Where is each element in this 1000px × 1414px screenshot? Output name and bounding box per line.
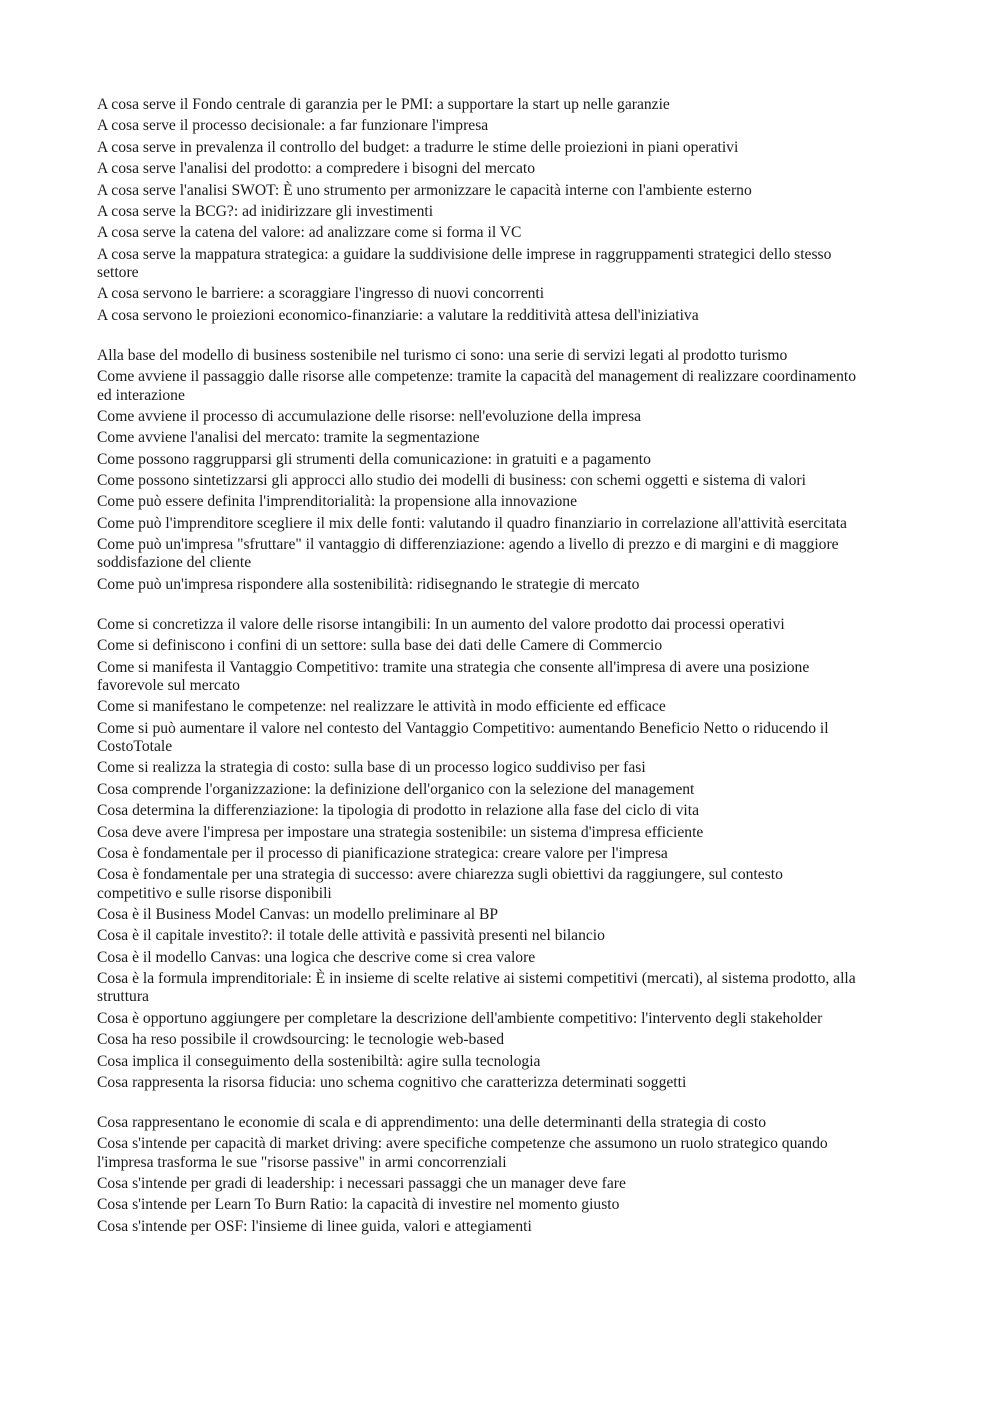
qa-entry: Come si definiscono i confini di un settore: sulla base dei dati delle Camere di Commercio	[97, 637, 663, 655]
qa-entry: Cosa s'intende per capacità di market driving: avere specifiche competenze che assumono un ruolo strategico quando l'impresa trasforma le sue "risorse passive" in armi concorrenziali	[97, 1135, 828, 1171]
qa-entry: Come può essere definita l'imprenditorialità: la propensione alla innovazione	[97, 493, 578, 511]
qa-entry: Come si concretizza il valore delle risorse intangibili: In un aumento del valore prodotto dai processi operativi	[97, 616, 785, 634]
qa-entry: Come può l'imprenditore scegliere il mix delle fonti: valutando il quadro finanziario in correlazione all'attività esercitata	[97, 514, 847, 532]
qa-entry: Cosa è la formula imprenditoriale: È in insieme di scelte relative ai sistemi competitivi (mercati), al sistema prodotto, alla struttura	[97, 970, 856, 1006]
entry-group-4	[97, 1114, 857, 1236]
qa-entry: A cosa serve il processo decisionale: a far funzionare l'impresa	[97, 117, 489, 135]
qa-entry: Cosa è fondamentale per il processo di pianificazione strategica: creare valore per l'impresa	[97, 844, 668, 862]
qa-entry: Cosa è opportuno aggiungere per completare la descrizione dell'ambiente competitivo: l'intervento degli stakeholder	[97, 1009, 823, 1027]
qa-entry: Cosa rappresenta la risorsa fiducia: uno schema cognitivo che caratterizza determinati soggetti	[97, 1073, 687, 1091]
qa-entry: Cosa s'intende per OSF: l'insieme di linee guida, valori e attegiamenti	[97, 1217, 532, 1235]
qa-entry: A cosa servono le proiezioni economico-finanziarie: a valutare la redditività attesa dell'iniziativa	[97, 306, 699, 324]
qa-entry: Come si manifestano le competenze: nel realizzare le attività in modo efficiente ed efficace	[97, 698, 666, 716]
qa-entry: Come può un'impresa "sfruttare" il vantaggio di differenziazione: agendo a livello di prezzo e di margini e di maggiore soddisfazione del cliente	[97, 536, 839, 572]
qa-entry: A cosa serve la mappatura strategica: a guidare la suddivisione delle imprese in raggruppamenti strategici dello stesso settore	[97, 245, 832, 281]
qa-entry: Come si manifesta il Vantaggio Competitivo: tramite una strategia che consente all'impresa di avere una posizione favorevole sul mercato	[97, 658, 810, 695]
qa-entry: Alla base del modello di business sostenibile nel turismo ci sono: una serie di servizi legati al prodotto turismo	[97, 346, 788, 364]
qa-entry: Cosa ha reso possibile il crowdsourcing: le tecnologie web-based	[97, 1031, 505, 1049]
entry-group-3	[97, 616, 857, 1092]
qa-entry: Cosa comprende l'organizzazione: la definizione dell'organico con la selezione del management	[97, 780, 695, 798]
qa-entry: A cosa servono le barriere: a scoraggiare l'ingresso di nuovi concorrenti	[97, 285, 545, 303]
entry-group-2	[97, 347, 857, 594]
qa-entry: Come si realizza la strategia di costo: sulla base di un processo logico suddiviso per fasi	[97, 759, 646, 777]
qa-entry: Cosa è fondamentale per una strategia di successo: avere chiarezza sugli obiettivi da raggiungere, sul contesto competitivo e sulle risorse disponibili	[97, 866, 783, 902]
qa-entry: Come avviene il processo di accumulazione delle risorse: nell'evoluzione della impresa	[97, 407, 642, 425]
qa-entry: Cosa rappresentano le economie di scala e di apprendimento: una delle determinanti della strategia di costo	[97, 1114, 766, 1132]
qa-entry: Cosa implica il conseguimento della sostenibiltà: agire sulla tecnologia	[97, 1052, 541, 1070]
qa-entry: A cosa serve il Fondo centrale di garanzia per le PMI: a supportare la start up nelle garanzie	[97, 96, 670, 113]
qa-entry: A cosa serve la catena del valore: ad analizzare come si forma il VC	[97, 224, 522, 242]
qa-entry: Cosa s'intende per gradi di leadership: i necessari passaggi che un manager deve fare	[97, 1175, 626, 1193]
qa-entry: Cosa s'intende per Learn To Burn Ratio: la capacità di investire nel momento giusto	[97, 1196, 620, 1214]
qa-entry: Come avviene il passaggio dalle risorse alle competenze: tramite la capacità del management di realizzare coordinamento ed interazione	[97, 368, 856, 404]
qa-entry: Come possono sintetizzarsi gli approcci allo studio dei modelli di business: con schemi oggetti e sistema di valori	[97, 472, 806, 490]
document-page	[97, 96, 857, 1258]
qa-entry: Cosa è il Business Model Canvas: un modello preliminare al BP	[97, 905, 499, 923]
qa-entry: Come può un'impresa rispondere alla sostenibilità: ridisegnando le strategie di mercato	[97, 575, 640, 593]
qa-entry: Come avviene l'analisi del mercato: tramite la segmentazione	[97, 429, 480, 447]
qa-entry: Cosa è il modello Canvas: una logica che descrive come si crea valore	[97, 948, 536, 966]
entry-group-1	[97, 96, 857, 325]
qa-entry: A cosa serve in prevalenza il controllo del budget: a tradurre le stime delle proiezioni in piani operativi	[97, 138, 739, 156]
qa-entry: Come si può aumentare il valore nel contesto del Vantaggio Competitivo: aumentando Beneficio Netto o riducendo il CostoTotale	[97, 719, 829, 756]
qa-entry: A cosa serve l'analisi SWOT: È uno strumento per armonizzare le capacità interne con l'ambiente esterno	[97, 181, 752, 199]
qa-entry: Cosa è il capitale investito?: il totale delle attività e passività presenti nel bilancio	[97, 927, 605, 945]
qa-entry: Come possono raggrupparsi gli strumenti della comunicazione: in gratuiti e a pagamento	[97, 450, 651, 468]
qa-entry: A cosa serve la BCG?: ad inidirizzare gli investimenti	[97, 202, 434, 220]
qa-entry: A cosa serve l'analisi del prodotto: a compredere i bisogni del mercato	[97, 160, 535, 178]
qa-entry: Cosa determina la differenziazione: la tipologia di prodotto in relazione alla fase del ciclo di vita	[97, 802, 700, 820]
qa-entry: Cosa deve avere l'impresa per impostare una strategia sostenibile: un sistema d'impresa efficiente	[97, 823, 704, 841]
